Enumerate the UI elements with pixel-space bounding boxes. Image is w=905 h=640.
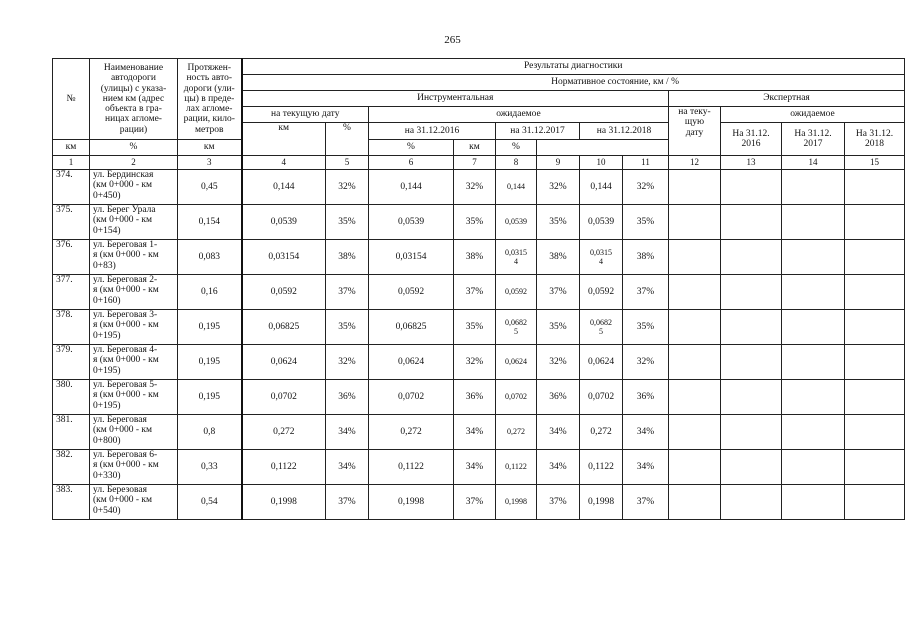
km-2016: 0,144 bbox=[369, 170, 454, 205]
expert-cell-empty bbox=[782, 240, 845, 275]
expert-cell-empty bbox=[721, 345, 782, 380]
pct-2016: 37% bbox=[454, 485, 496, 520]
row-number: 374. bbox=[53, 170, 90, 205]
pct-current: 34% bbox=[326, 450, 369, 485]
column-numbers bbox=[53, 156, 905, 170]
km-current: 0,1122 bbox=[242, 450, 326, 485]
km-2018: 0,0624 bbox=[580, 345, 623, 380]
km-2017: 0,0682 5 bbox=[496, 310, 537, 345]
pct-2016: 35% bbox=[454, 310, 496, 345]
km-2018: 0,0315 4 bbox=[580, 240, 623, 275]
km-current: 0,0702 bbox=[242, 380, 326, 415]
expert-cell-empty bbox=[782, 205, 845, 240]
pct-2017: 32% bbox=[537, 345, 580, 380]
expert-cell-empty bbox=[721, 170, 782, 205]
column-number: 2 bbox=[90, 156, 178, 170]
expert-cell-empty bbox=[782, 415, 845, 450]
table-body bbox=[53, 170, 905, 520]
km-current: 0,0592 bbox=[242, 275, 326, 310]
pct-2018: 35% bbox=[623, 310, 669, 345]
expert-cell-empty bbox=[845, 450, 905, 485]
km-current: 0,0539 bbox=[242, 205, 326, 240]
expert-cell-empty bbox=[669, 170, 721, 205]
pct-2016: 36% bbox=[454, 380, 496, 415]
road-name: ул. Береговая 2- я (км 0+000 - км 0+160) bbox=[90, 275, 178, 310]
km-2018: 0,144 bbox=[580, 170, 623, 205]
km-2017: 0,0539 bbox=[496, 205, 537, 240]
km-current: 0,272 bbox=[242, 415, 326, 450]
km-2017: 0,0592 bbox=[496, 275, 537, 310]
km-2016: 0,03154 bbox=[369, 240, 454, 275]
km-2018: 0,1122 bbox=[580, 450, 623, 485]
header-expert-2017: На 31.12. 2017 bbox=[782, 123, 845, 156]
expert-cell-empty bbox=[782, 310, 845, 345]
km-2018: 0,0702 bbox=[580, 380, 623, 415]
pct-2018: 34% bbox=[623, 450, 669, 485]
km-2017: 0,0315 4 bbox=[496, 240, 537, 275]
header-length: Протяжен- ность авто- дороги (ули- цы) в преде- лах агломе- рации, кило- метров bbox=[178, 59, 242, 140]
expert-cell-empty bbox=[782, 170, 845, 205]
expert-cell-empty bbox=[721, 380, 782, 415]
expert-cell-empty bbox=[845, 310, 905, 345]
expert-cell-empty bbox=[845, 275, 905, 310]
table-row bbox=[53, 450, 905, 485]
table-row bbox=[53, 240, 905, 275]
km-2016: 0,06825 bbox=[369, 310, 454, 345]
road-length: 0,195 bbox=[178, 310, 242, 345]
road-length: 0,195 bbox=[178, 380, 242, 415]
pct-2016: 34% bbox=[454, 450, 496, 485]
header-results: Результаты диагностики bbox=[242, 59, 905, 75]
km-2016: 0,0539 bbox=[369, 205, 454, 240]
expert-cell-empty bbox=[669, 380, 721, 415]
expert-cell-empty bbox=[669, 205, 721, 240]
km-2016: 0,0702 bbox=[369, 380, 454, 415]
expert-cell-empty bbox=[669, 345, 721, 380]
road-length: 0,083 bbox=[178, 240, 242, 275]
header-pct-2018: % bbox=[496, 140, 537, 156]
expert-cell-empty bbox=[669, 485, 721, 520]
pct-2018: 37% bbox=[623, 275, 669, 310]
pct-current: 34% bbox=[326, 415, 369, 450]
column-number-row bbox=[53, 156, 905, 170]
pct-2018: 38% bbox=[623, 240, 669, 275]
road-length: 0,33 bbox=[178, 450, 242, 485]
road-name: ул. Берег Урала (км 0+000 - км 0+154) bbox=[90, 205, 178, 240]
pct-2016: 34% bbox=[454, 415, 496, 450]
km-2016: 0,272 bbox=[369, 415, 454, 450]
pct-2017: 38% bbox=[537, 240, 580, 275]
pct-2017: 36% bbox=[537, 380, 580, 415]
pct-2017: 32% bbox=[537, 170, 580, 205]
expert-cell-empty bbox=[845, 380, 905, 415]
column-number: 1 bbox=[53, 156, 90, 170]
km-2017: 0,0624 bbox=[496, 345, 537, 380]
road-length: 0,154 bbox=[178, 205, 242, 240]
km-2017: 0,1998 bbox=[496, 485, 537, 520]
header-current-date: на текущую дату bbox=[242, 107, 369, 123]
header-expert-2016: На 31.12. 2016 bbox=[721, 123, 782, 156]
pct-2017: 35% bbox=[537, 310, 580, 345]
header-expert-2018: На 31.12. 2018 bbox=[845, 123, 905, 156]
km-2018: 0,0539 bbox=[580, 205, 623, 240]
row-number: 375. bbox=[53, 205, 90, 240]
expert-cell-empty bbox=[845, 485, 905, 520]
km-2018: 0,272 bbox=[580, 415, 623, 450]
row-number: 376. bbox=[53, 240, 90, 275]
pct-2018: 37% bbox=[623, 485, 669, 520]
header-km-2017: км bbox=[178, 140, 242, 156]
expert-cell-empty bbox=[782, 450, 845, 485]
road-length: 0,195 bbox=[178, 345, 242, 380]
expert-cell-empty bbox=[845, 170, 905, 205]
row-number: 380. bbox=[53, 380, 90, 415]
column-number: 14 bbox=[782, 156, 845, 170]
row-number: 378. bbox=[53, 310, 90, 345]
header-road-name: Наименование автодороги (улицы) с указа- нием км (адрес объекта в гра- ницах агломе- рации) bbox=[90, 59, 178, 140]
row-number: 383. bbox=[53, 485, 90, 520]
table-row bbox=[53, 275, 905, 310]
expert-cell-empty bbox=[721, 450, 782, 485]
expert-cell-empty bbox=[721, 415, 782, 450]
header-no: № bbox=[53, 59, 90, 140]
road-name: ул. Береговая 3- я (км 0+000 - км 0+195) bbox=[90, 310, 178, 345]
header-km-2016: км bbox=[53, 140, 90, 156]
km-2016: 0,0624 bbox=[369, 345, 454, 380]
column-number: 15 bbox=[845, 156, 905, 170]
table-row bbox=[53, 310, 905, 345]
pct-current: 32% bbox=[326, 170, 369, 205]
pct-2018: 34% bbox=[623, 415, 669, 450]
km-2017: 0,272 bbox=[496, 415, 537, 450]
expert-cell-empty bbox=[721, 485, 782, 520]
pct-2016: 32% bbox=[454, 345, 496, 380]
expert-cell-empty bbox=[669, 240, 721, 275]
km-current: 0,144 bbox=[242, 170, 326, 205]
row-number: 377. bbox=[53, 275, 90, 310]
expert-cell-empty bbox=[845, 415, 905, 450]
row-number: 379. bbox=[53, 345, 90, 380]
pct-2017: 34% bbox=[537, 415, 580, 450]
road-name: ул. Бердинская (км 0+000 - км 0+450) bbox=[90, 170, 178, 205]
table-row bbox=[53, 345, 905, 380]
pct-2017: 37% bbox=[537, 485, 580, 520]
column-number: 5 bbox=[326, 156, 369, 170]
km-2018: 0,0682 5 bbox=[580, 310, 623, 345]
km-2016: 0,1998 bbox=[369, 485, 454, 520]
header-expected: ожидаемое bbox=[369, 107, 669, 123]
column-number: 8 bbox=[496, 156, 537, 170]
column-number: 9 bbox=[537, 156, 580, 170]
table-row bbox=[53, 205, 905, 240]
expert-cell-empty bbox=[669, 415, 721, 450]
km-2017: 0,1122 bbox=[496, 450, 537, 485]
column-number: 6 bbox=[369, 156, 454, 170]
column-number: 13 bbox=[721, 156, 782, 170]
pct-current: 32% bbox=[326, 345, 369, 380]
pct-current: 38% bbox=[326, 240, 369, 275]
header-date-2017: на 31.12.2017 bbox=[496, 123, 580, 140]
pct-2018: 35% bbox=[623, 205, 669, 240]
road-name: ул. Береговая (км 0+000 - км 0+800) bbox=[90, 415, 178, 450]
pct-current: 35% bbox=[326, 310, 369, 345]
pct-current: 35% bbox=[326, 205, 369, 240]
pct-2016: 37% bbox=[454, 275, 496, 310]
pct-current: 36% bbox=[326, 380, 369, 415]
header-expert: Экспертная bbox=[669, 91, 905, 107]
pct-current: 37% bbox=[326, 275, 369, 310]
column-number: 3 bbox=[178, 156, 242, 170]
road-length: 0,45 bbox=[178, 170, 242, 205]
expert-cell-empty bbox=[845, 345, 905, 380]
km-2016: 0,0592 bbox=[369, 275, 454, 310]
expert-cell-empty bbox=[782, 485, 845, 520]
km-current: 0,0624 bbox=[242, 345, 326, 380]
diagnostics-table bbox=[52, 58, 905, 520]
table-row bbox=[53, 485, 905, 520]
column-number: 10 bbox=[580, 156, 623, 170]
header-date-2018: на 31.12.2018 bbox=[580, 123, 669, 140]
header-pct-2016: % bbox=[90, 140, 178, 156]
road-name: ул. Березовая (км 0+000 - км 0+540) bbox=[90, 485, 178, 520]
expert-cell-empty bbox=[782, 380, 845, 415]
expert-cell-empty bbox=[669, 310, 721, 345]
pct-2017: 34% bbox=[537, 450, 580, 485]
pct-2016: 32% bbox=[454, 170, 496, 205]
road-name: ул. Береговая 6- я (км 0+000 - км 0+330) bbox=[90, 450, 178, 485]
column-number: 7 bbox=[454, 156, 496, 170]
expert-cell-empty bbox=[721, 205, 782, 240]
header-km: км bbox=[242, 123, 326, 156]
expert-cell-empty bbox=[669, 450, 721, 485]
pct-2018: 32% bbox=[623, 345, 669, 380]
km-2018: 0,0592 bbox=[580, 275, 623, 310]
row-number: 382. bbox=[53, 450, 90, 485]
km-current: 0,1998 bbox=[242, 485, 326, 520]
road-name: ул. Береговая 5- я (км 0+000 - км 0+195) bbox=[90, 380, 178, 415]
pct-2016: 38% bbox=[454, 240, 496, 275]
expert-cell-empty bbox=[721, 310, 782, 345]
table-row bbox=[53, 380, 905, 415]
pct-current: 37% bbox=[326, 485, 369, 520]
table-row bbox=[53, 415, 905, 450]
km-2017: 0,144 bbox=[496, 170, 537, 205]
road-name: ул. Береговая 4- я (км 0+000 - км 0+195) bbox=[90, 345, 178, 380]
expert-cell-empty bbox=[669, 275, 721, 310]
header-normative: Нормативное состояние, км / % bbox=[242, 75, 905, 91]
pct-2018: 36% bbox=[623, 380, 669, 415]
road-length: 0,8 bbox=[178, 415, 242, 450]
km-current: 0,03154 bbox=[242, 240, 326, 275]
column-number: 12 bbox=[669, 156, 721, 170]
expert-cell-empty bbox=[721, 240, 782, 275]
pct-2016: 35% bbox=[454, 205, 496, 240]
expert-cell-empty bbox=[721, 275, 782, 310]
road-length: 0,16 bbox=[178, 275, 242, 310]
expert-cell-empty bbox=[845, 205, 905, 240]
expert-cell-empty bbox=[845, 240, 905, 275]
table-row bbox=[53, 170, 905, 205]
km-2018: 0,1998 bbox=[580, 485, 623, 520]
pct-2017: 37% bbox=[537, 275, 580, 310]
road-length: 0,54 bbox=[178, 485, 242, 520]
expert-cell-empty bbox=[782, 345, 845, 380]
column-number: 4 bbox=[242, 156, 326, 170]
page-number: 265 bbox=[444, 34, 461, 46]
pct-2017: 35% bbox=[537, 205, 580, 240]
header-expert-current: на теку- щую дату bbox=[669, 107, 721, 156]
column-number: 11 bbox=[623, 156, 669, 170]
table-header bbox=[53, 59, 905, 156]
header-date-2016: на 31.12.2016 bbox=[369, 123, 496, 140]
km-2016: 0,1122 bbox=[369, 450, 454, 485]
km-current: 0,06825 bbox=[242, 310, 326, 345]
row-number: 381. bbox=[53, 415, 90, 450]
header-km-2018: км bbox=[454, 140, 496, 156]
header-instrumental: Инструментальная bbox=[242, 91, 669, 107]
header-pct-2017: % bbox=[369, 140, 454, 156]
road-name: ул. Береговая 1- я (км 0+000 - км 0+83) bbox=[90, 240, 178, 275]
header-pct: % bbox=[326, 123, 369, 156]
expert-cell-empty bbox=[782, 275, 845, 310]
header-expert-expected: ожидаемое bbox=[721, 107, 905, 123]
pct-2018: 32% bbox=[623, 170, 669, 205]
km-2017: 0,0702 bbox=[496, 380, 537, 415]
